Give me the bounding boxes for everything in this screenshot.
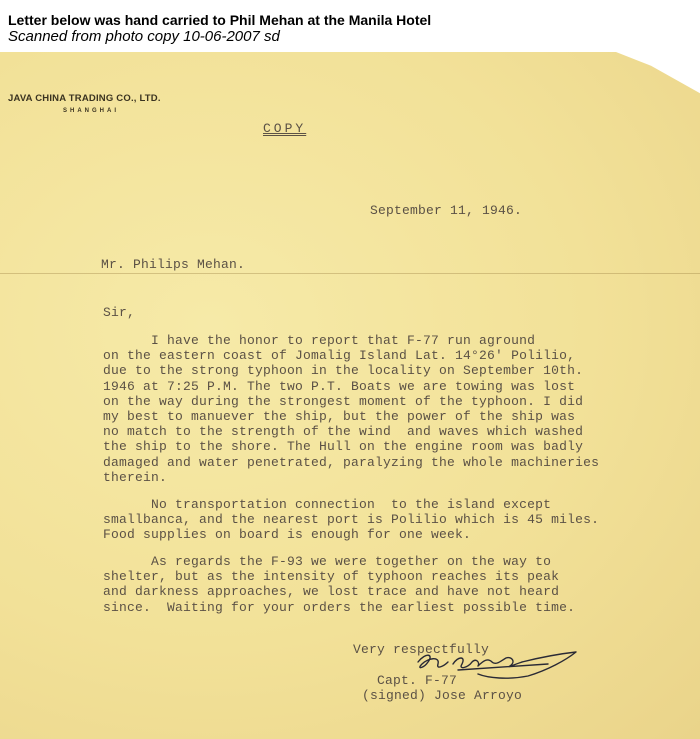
letter-paragraph-1: I have the honor to report that F-77 run aground on the eastern coast of Jomalig Island Lat. 14°26' Polilio, due to the strong typhoon in the locality on September 10th. 1946 at 7:25 P.M. The two P.T. Boats we are towing was lost on the way during the strongest moment of the typhoon. I did my best to manuever the ship, but the power of the ship was no match to the strength of the wind and waves which washed the ship to the shore. The Hull on the engine room was badly damaged and water penetrated, paralyzing the whole machineries therein.: [103, 333, 600, 485]
letter-salutation: Sir,: [103, 305, 136, 320]
letter-paragraph-2: No transportation connection to the island except smallbanca, and the nearest port is Polilio which is 45 miles. Food supplies on board is enough for one week.: [103, 497, 600, 543]
letterhead-company: JAVA CHINA TRADING CO., LTD.: [8, 93, 161, 104]
caption-subtitle: Scanned from photo copy 10-06-2007 sd: [8, 28, 280, 45]
signed-name: (signed) Jose Arroyo: [362, 688, 523, 703]
letter-date: September 11, 1946.: [370, 203, 523, 218]
letter-addressee: Mr. Philips Mehan.: [101, 257, 246, 272]
letter-closing: Very respectfully: [353, 642, 490, 657]
caption-title: Letter below was hand carried to Phil Mehan at the Manila Hotel: [8, 12, 432, 28]
letter-paragraph-3: As regards the F-93 we were together on the way to shelter, but as the intensity of typhoon reaches its peak and darkness approaches, we lost trace and have not heard since. Waiting for your orders the earliest possible time.: [103, 554, 576, 615]
signer-title: Capt. F-77: [377, 673, 458, 688]
copy-mark: COPY: [263, 121, 307, 136]
paper-fold-line: [0, 273, 700, 274]
letterhead-city: SHANGHAI: [63, 108, 120, 114]
